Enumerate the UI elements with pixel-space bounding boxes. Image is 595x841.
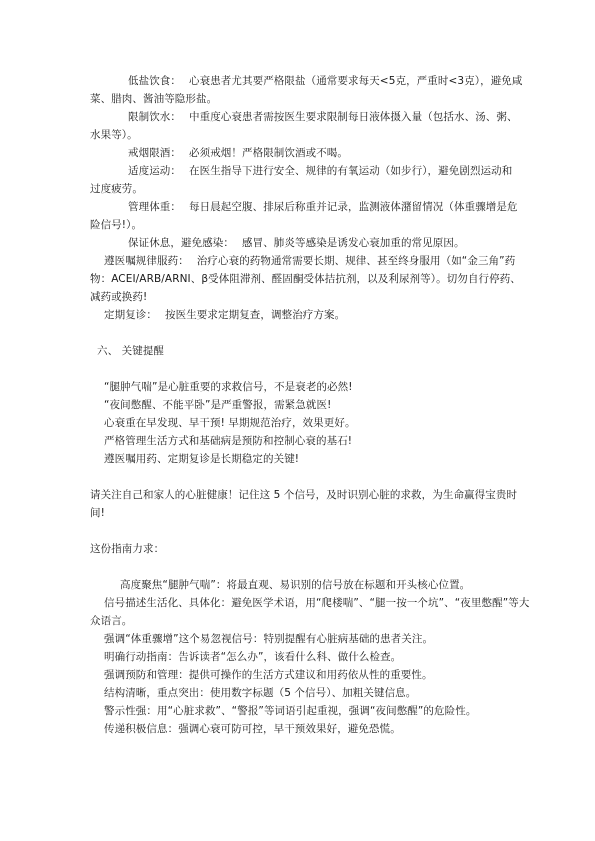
care-item-water-limit: 限制饮水： 中重度心衰患者需按医生要求限制每日液体摄入量（包括水、汤、粥、 xyxy=(128,111,518,123)
care-item-weight: 管理体重： 每日晨起空腹、排尿后称重并记录，监测液体潴留情况（体重骤增是危 xyxy=(128,201,518,213)
reminder-item: 心衰重在早发现、早干预! 早期规范治疗，效果更好。 xyxy=(104,417,356,429)
care-item-water-limit-cont: 水果等）。 xyxy=(90,129,138,141)
care-item-exercise: 适度运动： 在医生指导下进行安全、规律的有氧运动（如步行），避免剧烈运动和 xyxy=(128,165,513,177)
reminder-item: 严格管理生活方式和基础病是预防和控制心衰的基石! xyxy=(104,435,353,447)
feature-item: 信号描述生活化、具体化：避免医学术语，用“爬楼喘”、“腿一按一个坑”、“夜里憋醒”等大 xyxy=(104,597,530,609)
feature-item: 传递积极信息：强调心衰可防可控，早干预效果好，避免恐慌。 xyxy=(104,723,401,735)
feature-item: 强调预防和管理：提供可操作的生活方式建议和用药依从性的重要性。 xyxy=(104,669,433,681)
feature-item: 明确行动指南：告诉读者“怎么办”，该看什么科、做什么检查。 xyxy=(104,651,402,663)
care-item-exercise-cont: 过度疲劳。 xyxy=(90,183,143,195)
care-item-low-salt-cont: 菜、腊肉、酱油等隐形盐。 xyxy=(90,93,218,105)
summary-heading: 这份指南力求： xyxy=(90,543,165,555)
feature-item: 强调“体重骤增”这个易忽视信号：特别提醒有心脏病基础的患者关注。 xyxy=(104,633,434,645)
medication-item: 遵医嘱规律服药： 治疗心衰的药物通常需要长期、规律、甚至终身服用（如“金三角”药 xyxy=(104,255,516,267)
followup-item: 定期复诊： 按医生要求定期复查，调整治疗方案。 xyxy=(104,309,346,321)
care-item-no-smoking: 戒烟限酒： 必须戒烟！严格限制饮酒或不喝。 xyxy=(128,147,348,159)
care-item-low-salt: 低盐饮食： 心衰患者尤其要严格限盐（通常要求每天<5克，严重时<3克），避免咸 xyxy=(128,75,523,87)
care-item-weight-cont: 险信号!）。 xyxy=(90,219,143,231)
reminder-item: “夜间憋醒、不能平卧”是严重警报，需紧急就医! xyxy=(104,399,332,411)
care-item-rest: 保证休息，避免感染： 感冒、肺炎等感染是诱发心衰加重的常见原因。 xyxy=(128,237,465,249)
feature-item: 结构清晰，重点突出：使用数字标题（5 个信号）、加粗关键信息。 xyxy=(104,687,417,699)
feature-item: 警示性强：用“心脏求救”、“警报”等词语引起重视，强调“夜间憋醒”的危险性。 xyxy=(104,705,477,717)
feature-item: 高度聚焦“腿肿气喘”：将最直观、易识别的信号放在标题和开头核心位置。 xyxy=(120,579,471,591)
medication-line-2: 物：ACEI/ARB/ARNI、β受体阻滞剂、醛固酮受体拮抗剂，以及利尿剂等）。切勿自行停药、 xyxy=(90,273,521,285)
medication-line-3: 减药或换药! xyxy=(90,291,148,303)
closing-line-2: 间! xyxy=(90,507,105,519)
closing-line-1: 请关注自己和家人的心脏健康！记住这 5 个信号，及时识别心脏的求救，为生命赢得宝贵时 xyxy=(90,489,518,501)
feature-item-cont: 众语言。 xyxy=(90,615,133,627)
reminder-item: “腿肿气喘”是心脏重要的求救信号，不是衰老的必然! xyxy=(104,381,353,393)
section-6-heading: 六、 关键提醒 xyxy=(97,345,165,357)
reminder-item: 遵医嘱用药、定期复诊是长期稳定的关键! xyxy=(104,453,300,465)
